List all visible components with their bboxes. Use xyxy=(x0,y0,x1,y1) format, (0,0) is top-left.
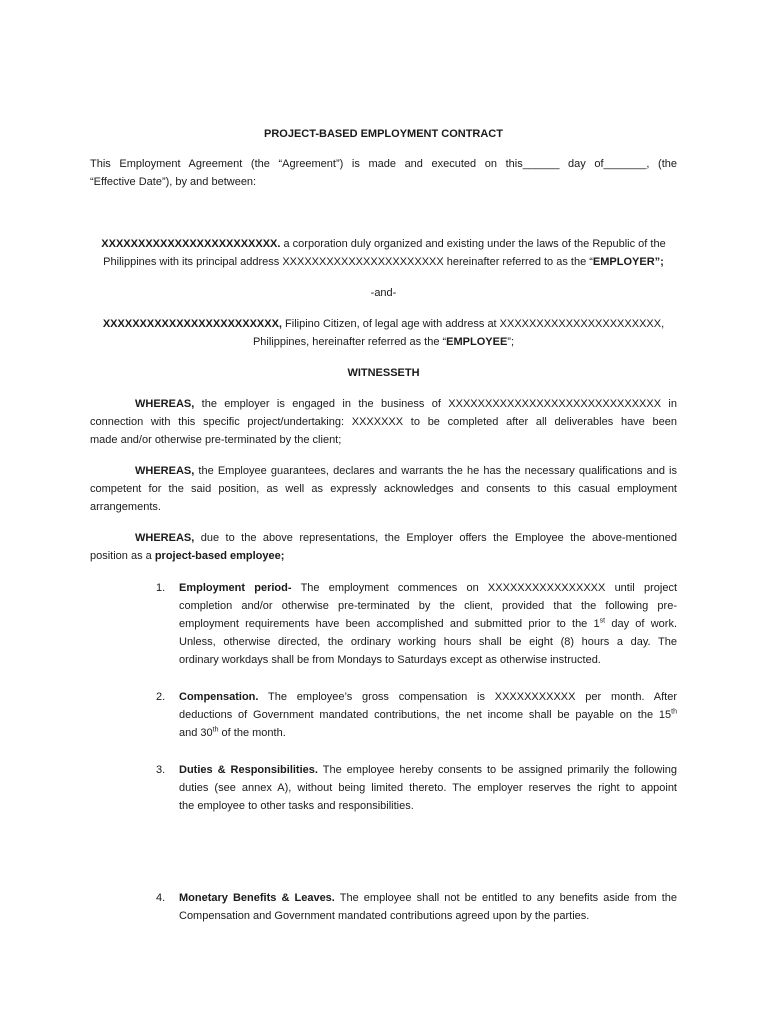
item-2-line-2 xyxy=(179,706,677,724)
employer-text-2: Philippines with its principal address XXXXXXXXXXXXXXXXXXXXXX hereinafter referred to as the “ xyxy=(103,256,593,268)
employee-line-1 xyxy=(90,315,677,333)
whereas-1-line-3: made and/or otherwise pre-terminated by the client; xyxy=(90,434,342,446)
whereas-2-label: WHEREAS, xyxy=(135,465,195,477)
superscript: th xyxy=(671,708,677,716)
whereas-1-text-1: the employer is engaged in the business of XXXXXXXXXXXXXXXXXXXXXXXXXXXXX in xyxy=(194,398,677,410)
item-2-line-1 xyxy=(179,688,677,706)
employee-label: EMPLOYEE xyxy=(446,336,508,348)
whereas-1-line-1 xyxy=(90,395,677,413)
whereas-2-line-3: arrangements. xyxy=(90,501,161,513)
employee-name: XXXXXXXXXXXXXXXXXXXXXXXX, xyxy=(102,318,282,330)
item-1-line-3 xyxy=(179,615,677,633)
item-label: Employment period- xyxy=(179,582,292,594)
whereas-3-line-2 xyxy=(90,547,677,565)
item-label: Monetary Benefits & Leaves. xyxy=(179,892,335,904)
list-number: 4. xyxy=(156,892,166,904)
employee-text-1: Filipino Citizen, of legal age with address at XXXXXXXXXXXXXXXXXXXXXX, xyxy=(282,318,665,330)
item-2-text-1: The employee’s gross compensation is XXXXXXXXXXX per month. After xyxy=(258,691,677,703)
employer-label: EMPLOYER”; xyxy=(592,256,664,268)
item-4-text-1: The employee shall not be entitled to any benefits aside from the xyxy=(334,892,677,904)
list-number: 2. xyxy=(156,691,166,703)
employee-line-2 xyxy=(90,333,677,351)
superscript: th xyxy=(212,726,219,734)
whereas-3-text-2: position as a xyxy=(90,550,155,562)
item-3-line-2: duties (see annex A), without being limited thereto. The employer reserves the right to appoint xyxy=(179,782,677,794)
intro-line-1: This Employment Agreement (the “Agreement”) is made and executed on this______ day of_______, (the xyxy=(90,158,677,170)
item-2-line-3 xyxy=(179,724,677,742)
employer-line-2 xyxy=(90,253,677,271)
item-4-line-1 xyxy=(179,889,677,907)
item-3-line-3: the employee to other tasks and responsibilities. xyxy=(179,800,414,812)
whereas-3-line-1 xyxy=(90,529,677,547)
employee-text-2: Philippines, hereinafter referred as the “ xyxy=(252,336,447,348)
employer-line-1 xyxy=(90,235,677,253)
item-1-text-3b: day of work. xyxy=(605,618,677,630)
item-2-text-3a: and 30 xyxy=(179,727,213,739)
whereas-1-line-2: connection with this specific project/undertaking: XXXXXXX to be completed after all deliverables have been xyxy=(90,416,677,428)
list-item-body xyxy=(179,889,677,925)
superscript: st xyxy=(599,617,606,625)
witnesseth-heading: WITNESSETH xyxy=(347,367,420,379)
whereas-1-label: WHEREAS, xyxy=(135,398,195,410)
whereas-2-line-2: competent for the said position, as well as expressly acknowledges and consents to this casual employment xyxy=(90,483,677,495)
whereas-3-bold: project-based employee; xyxy=(154,550,285,562)
whereas-2-text-1: the Employee guarantees, declares and warrants the he has the necessary qualifications and is xyxy=(194,465,677,477)
item-2-text-3b: of the month. xyxy=(218,727,286,739)
item-1-line-4: Unless, otherwise directed, the ordinary working hours shall be eight (8) hours a day. The xyxy=(179,636,677,648)
item-1-text-1: The employment commences on XXXXXXXXXXXXXXXX until project xyxy=(291,582,677,594)
item-3-line-1 xyxy=(179,761,677,779)
whereas-2-line-1 xyxy=(90,462,677,480)
list-item-body xyxy=(179,688,677,742)
item-3-text-1: The employee hereby consents to be assigned primarily the following xyxy=(317,764,678,776)
item-label: Duties & Responsibilities. xyxy=(179,764,318,776)
list-item-body xyxy=(179,579,677,669)
item-2-text-2a: deductions of Government mandated contributions, the net income shall be payable on the 15 xyxy=(179,709,672,721)
item-1-line-5: ordinary workdays shall be from Mondays to Saturdays except as otherwise instructed. xyxy=(179,654,601,666)
item-label: Compensation. xyxy=(179,691,259,703)
contract-title: PROJECT-BASED EMPLOYMENT CONTRACT xyxy=(264,128,503,140)
list-item-body xyxy=(179,761,677,815)
list-number: 1. xyxy=(156,582,166,594)
list-number: 3. xyxy=(156,764,166,776)
item-1-line-2: completion and/or otherwise pre-terminated by the client, provided that the following pre- xyxy=(179,600,677,612)
intro-line-2: “Effective Date”), by and between: xyxy=(90,176,257,188)
item-1-text-3a: employment requirements have been accomplished and submitted prior to the 1 xyxy=(179,618,600,630)
whereas-3-label: WHEREAS, xyxy=(135,532,195,544)
and-separator: -and- xyxy=(370,287,397,299)
employee-text-3: ”; xyxy=(507,336,515,348)
item-4-line-2: Compensation and Government mandated contributions agreed upon by the parties. xyxy=(179,910,590,922)
employer-text-1: a corporation duly organized and existing under the laws of the Republic of the xyxy=(280,238,666,250)
whereas-3-text-1: due to the above representations, the Employer offers the Employee the above-mentioned xyxy=(194,532,677,544)
item-1-line-1 xyxy=(179,579,677,597)
employer-name: XXXXXXXXXXXXXXXXXXXXXXXX. xyxy=(101,238,281,250)
